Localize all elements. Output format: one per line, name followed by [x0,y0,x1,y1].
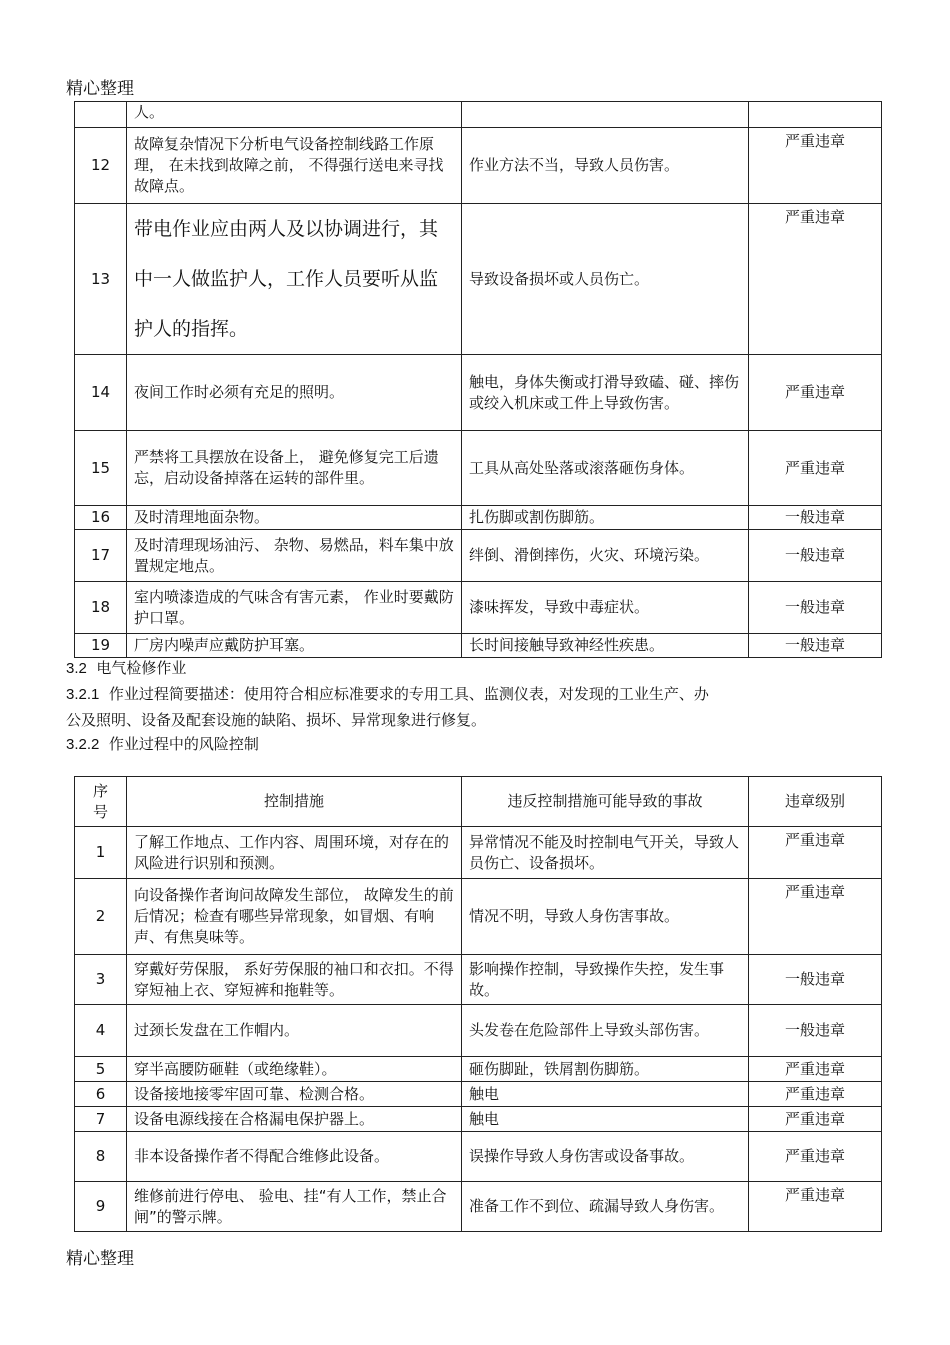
table-row [75,1107,882,1132]
control-measure: 人。 [127,102,462,128]
table-row [75,102,882,128]
violation-level: 严重违章 [749,128,882,204]
violation-level: 一般违章 [749,530,882,582]
header-consequence: 违反控制措施可能导致的事故 [462,777,749,827]
control-measure: 及时清理现场油污、 杂物、易燃品，料车集中放置规定地点。 [127,530,462,582]
table-row [75,1005,882,1057]
possible-accident: 扎伤脚或割伤脚筋。 [462,506,749,530]
section-title: 电气检修作业 [96,659,187,677]
section-number: 3.2.2 [66,736,100,753]
violation-level: 严重违章 [749,431,882,506]
control-measure: 厂房内噪声应戴防护耳塞。 [127,634,462,658]
header-number: 序号 [75,777,127,827]
table-row [75,955,882,1005]
section-number: 3.2 [66,660,87,677]
violation-level: 严重违章 [749,355,882,431]
header-measure: 控制措施 [127,777,462,827]
violation-level: 严重违章 [749,1182,882,1232]
section-text: 作业过程简要描述：使用符合相应标准要求的专用工具、监测仪表，对发现的工业生产、办 [108,685,709,703]
table-row [75,1057,882,1082]
table-row [75,879,882,955]
row-number: 6 [75,1082,127,1107]
row-number: 19 [75,634,127,658]
row-number: 3 [75,955,127,1005]
possible-accident: 误操作导致人身伤害或设备事故。 [462,1132,749,1182]
violation-level: 一般违章 [749,955,882,1005]
risk-control-table [74,776,882,1232]
possible-accident: 作业方法不当，导致人员伤害。 [462,128,749,204]
table-row [75,506,882,530]
row-number: 18 [75,582,127,634]
row-number: 1 [75,827,127,879]
violation-level: 严重违章 [749,204,882,355]
possible-accident: 工具从高处坠落或滚落砸伤身体。 [462,431,749,506]
control-measure: 穿半高腰防砸鞋（或绝缘鞋）。 [127,1057,462,1082]
section-heading-3-2-2 [66,732,259,757]
section-3-2-1-line1 [66,682,709,707]
table-row [75,355,882,431]
table-row [75,827,882,879]
control-measure: 设备接地接零牢固可靠、检测合格。 [127,1082,462,1107]
row-number: 8 [75,1132,127,1182]
possible-accident: 触电 [462,1082,749,1107]
table-row [75,1132,882,1182]
control-measure: 维修前进行停电、 验电、挂“有人工作，禁止合闸”的警示牌。 [127,1182,462,1232]
header-level: 违章级别 [749,777,882,827]
possible-accident: 漆味挥发，导致中毒症状。 [462,582,749,634]
control-measure: 室内喷漆造成的气味含有害元素， 作业时要戴防护口罩。 [127,582,462,634]
row-number: 14 [75,355,127,431]
possible-accident: 长时间接触导致神经性疾患。 [462,634,749,658]
risk-table-continued [74,101,882,658]
row-number: 2 [75,879,127,955]
row-number: 13 [75,204,127,355]
page-header: 精心整理 [66,79,134,99]
violation-level: 一般违章 [749,506,882,530]
possible-accident [462,102,749,128]
violation-level: 一般违章 [749,582,882,634]
section-number: 3.2.1 [66,686,100,703]
control-measure: 故障复杂情况下分析电气设备控制线路工作原理， 在未找到故障之前， 不得强行送电来寻找故障点。 [127,128,462,204]
violation-level: 严重违章 [749,827,882,879]
possible-accident: 触电，身体失衡或打滑导致磕、碰、摔伤或绞入机床或工件上导致伤害。 [462,355,749,431]
possible-accident: 导致设备损坏或人员伤亡。 [462,204,749,355]
violation-level: 严重违章 [749,1057,882,1082]
possible-accident: 异常情况不能及时控制电气开关，导致人员伤亡、设备损坏。 [462,827,749,879]
section-3-2-1-line2: 公及照明、设备及配套设施的缺陷、损坏、异常现象进行修复。 [66,711,487,729]
table-row [75,128,882,204]
possible-accident: 头发卷在危险部件上导致头部伤害。 [462,1005,749,1057]
page-footer: 精心整理 [66,1249,134,1269]
table-row [75,530,882,582]
table-row [75,582,882,634]
section-title: 作业过程中的风险控制 [108,735,259,753]
control-measure: 及时清理地面杂物。 [127,506,462,530]
row-number: 17 [75,530,127,582]
table-row [75,431,882,506]
control-measure: 严禁将工具摆放在设备上， 避免修复完工后遗忘，启动设备掉落在运转的部件里。 [127,431,462,506]
control-measure: 穿戴好劳保服， 系好劳保服的袖口和衣扣。不得穿短袖上衣、穿短裤和拖鞋等。 [127,955,462,1005]
violation-level: 严重违章 [749,879,882,955]
possible-accident: 准备工作不到位、疏漏导致人身伤害。 [462,1182,749,1232]
control-measure: 向设备操作者询问故障发生部位， 故障发生的前后情况；检查有哪些异常现象，如冒烟、有响声、有焦臭味等。 [127,879,462,955]
violation-level: 一般违章 [749,1005,882,1057]
violation-level: 严重违章 [749,1132,882,1182]
control-measure: 设备电源线接在合格漏电保护器上。 [127,1107,462,1132]
control-measure: 了解工作地点、工作内容、周围环境，对存在的风险进行识别和预测。 [127,827,462,879]
table-row [75,1082,882,1107]
possible-accident: 影响操作控制，导致操作失控，发生事故。 [462,955,749,1005]
possible-accident: 绊倒、滑倒摔伤，火灾、环境污染。 [462,530,749,582]
row-number: 15 [75,431,127,506]
row-number: 4 [75,1005,127,1057]
violation-level: 严重违章 [749,1082,882,1107]
row-number: 5 [75,1057,127,1082]
table-header-row [75,777,882,827]
possible-accident: 砸伤脚趾，铁屑割伤脚筋。 [462,1057,749,1082]
violation-level: 严重违章 [749,1107,882,1132]
control-measure: 带电作业应由两人及以协调进行，其中一人做监护人，工作人员要听从监护人的指挥。 [127,204,462,355]
control-measure: 过颈长发盘在工作帽内。 [127,1005,462,1057]
row-number: 9 [75,1182,127,1232]
violation-level: 一般违章 [749,634,882,658]
table-row [75,204,882,355]
row-number: 16 [75,506,127,530]
control-measure: 非本设备操作者不得配合维修此设备。 [127,1132,462,1182]
row-number: 12 [75,128,127,204]
row-number [75,102,127,128]
table-row [75,1182,882,1232]
table-row [75,634,882,658]
section-heading-3-2 [66,656,186,681]
control-measure: 夜间工作时必须有充足的照明。 [127,355,462,431]
row-number: 7 [75,1107,127,1132]
possible-accident: 情况不明，导致人身伤害事故。 [462,879,749,955]
violation-level [749,102,882,128]
possible-accident: 触电 [462,1107,749,1132]
